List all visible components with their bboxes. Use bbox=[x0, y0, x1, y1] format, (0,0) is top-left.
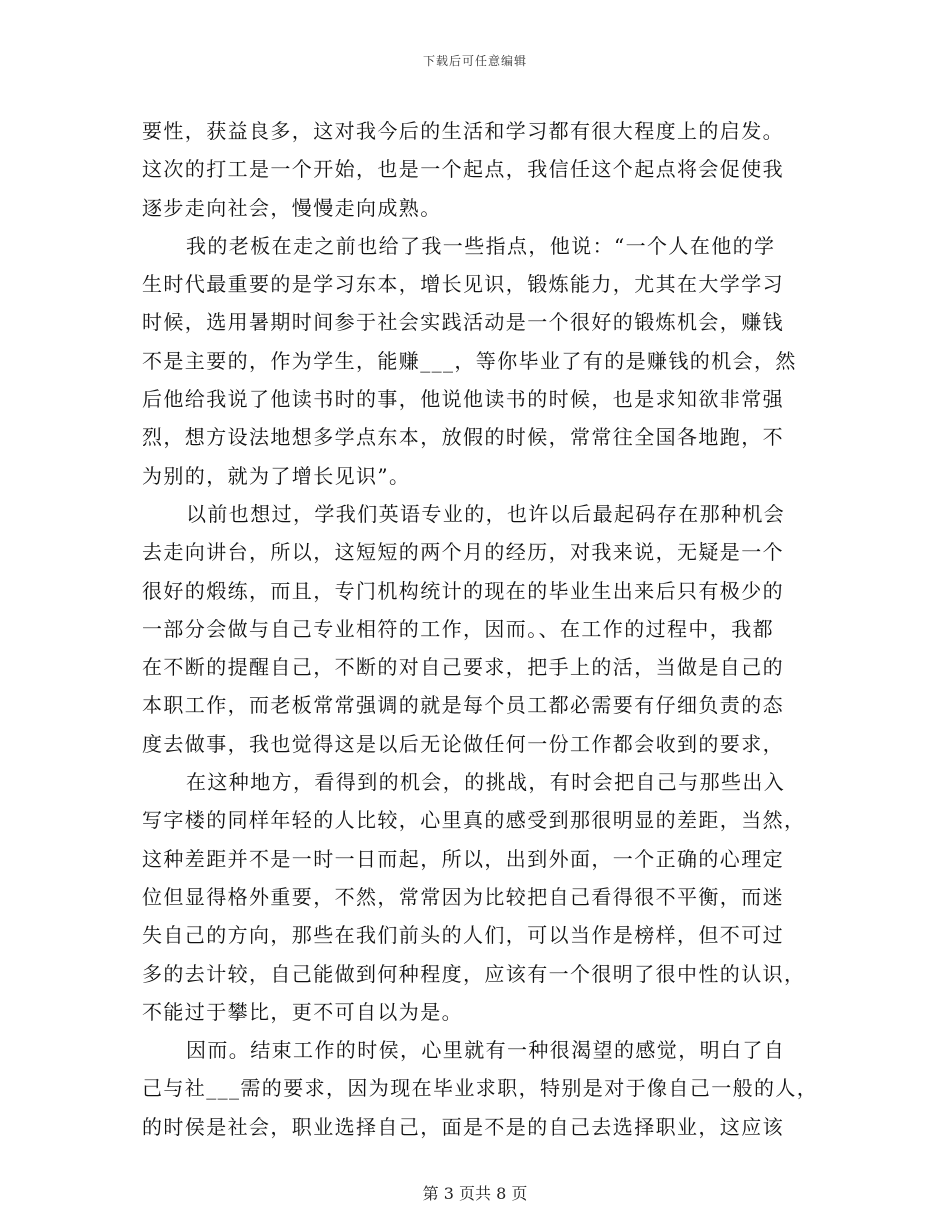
text-line: 一部分会做与自己专业相符的工作，因而。、在工作的过程中，我都 bbox=[142, 616, 774, 641]
text-line: 很好的煅练，而且，专门机构统计的现在的毕业生出来后只有极少的 bbox=[142, 578, 784, 603]
text-line: 这种差距并不是一时一日而起，所以，出到外面，一个正确的心理定 bbox=[142, 846, 784, 871]
text-line: 失自己的方向，那些在我们前头的人们，可以当作是榜样，但不可过 bbox=[142, 923, 784, 948]
paragraph-start-line: 因而。结束工作的时侯，心里就有一种很渴望的感觉，明白了自 bbox=[186, 1038, 786, 1063]
text-line: 己与社___需的要求，因为现在毕业求职，特别是对于像自己一般的人， bbox=[142, 1076, 819, 1101]
text-line: 去走向讲台，所以，这短短的两个月的经历，对我来说，无疑是一个 bbox=[142, 540, 784, 565]
text-line: 位但显得格外重要，不然，常常因为比较把自己看得很不平衡，而迷 bbox=[142, 884, 784, 909]
page-header: 下载后可任意编辑 bbox=[422, 54, 527, 68]
paragraph-start-line: 在这种地方，看得到的机会，的挑战，有时会把自己与那些出入 bbox=[186, 770, 786, 795]
page-number: 第 3 页共 8 页 bbox=[422, 1184, 528, 1203]
document-body bbox=[142, 112, 822, 1146]
text-line: 在不断的提醒自己，不断的对自己要求，把手上的活，当做是自己的 bbox=[142, 655, 784, 680]
text-line: 时候，选用暑期时间参于社会实践活动是一个很好的锻炼机会，赚钱 bbox=[142, 310, 784, 335]
text-line: 多的去计较，自己能做到何种程度，应该有一个很明了很中性的认识， bbox=[142, 961, 806, 986]
paragraph-start-line: 我的老板在走之前也给了我一些指点，他说：“一个人在他的学 bbox=[186, 233, 776, 258]
text-line: 生时代最重要的是学习东本，增长见识，锻炼能力，尤其在大学学习 bbox=[142, 272, 784, 297]
text-line: 要性，获益良多，这对我今后的生活和学习都有很大程度上的启发。 bbox=[142, 119, 784, 143]
text-line: 不是主要的，作为学生，能赚___，等你毕业了有的是赚钱的机会，然 bbox=[142, 348, 797, 373]
paragraph-start-line: 以前也想过，学我们英语专业的，也许以后最起码存在那种机会 bbox=[186, 501, 786, 526]
text-line: 不能过于攀比，更不可自以为是。 bbox=[142, 999, 463, 1024]
text-line: 后他给我说了他读书时的事，他说他读书的时候，也是求知欲非常强 bbox=[142, 387, 784, 412]
text-line: 本职工作，而老板常常强调的就是每个员工都必需要有仔细负责的态 bbox=[142, 693, 784, 718]
text-line: 写字楼的同样年轻的人比较，心里真的感受到那很明显的差距，当然， bbox=[142, 808, 806, 833]
text-line: 的时侯是社会，职业选择自己，面是不是的自己去选择职业，这应该 bbox=[142, 1114, 784, 1139]
text-line: 为别的，就为了增长见识”。 bbox=[142, 463, 411, 488]
text-line: 这次的打工是一个开始，也是一个起点，我信任这个起点将会促使我 bbox=[142, 157, 784, 182]
text-line: 度去做事，我也觉得这是以后无论做任何一份工作都会收到的要求， bbox=[142, 731, 784, 756]
text-line: 逐步走向社会，慢慢走向成熟。 bbox=[142, 195, 442, 220]
text-line: 烈，想方设法地想多学点东本，放假的时候，常常往全国各地跑，不 bbox=[142, 425, 784, 450]
